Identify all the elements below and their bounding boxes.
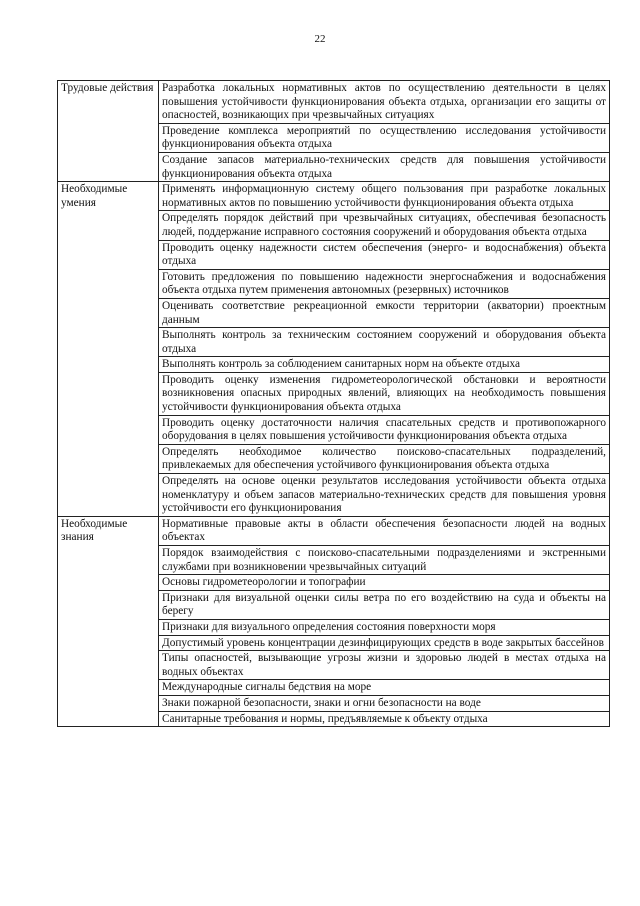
requirements-table-body — [58, 81, 610, 727]
section-item: Основы гидрометеорологии и топографии — [159, 575, 610, 591]
section-item: Выполнять контроль за соблюдением санитарных норм на объекте отдыха — [159, 357, 610, 373]
section-item: Готовить предложения по повышению надежности энергоснабжения и водоснабжения объекта отдыха путем применения автономных (резервных) источников — [159, 269, 610, 298]
section-item: Санитарные требования и нормы, предъявляемые к объекту отдыха — [159, 711, 610, 727]
section-label: Необходимые знания — [58, 516, 159, 726]
page-number: 22 — [314, 33, 326, 45]
section-item: Выполнять контроль за техническим состоянием сооружений и оборудования объекта отдыха — [159, 328, 610, 357]
section-item: Международные сигналы бедствия на море — [159, 680, 610, 696]
section-item: Разработка локальных нормативных актов по осуществлению деятельности в целях повышения устойчивости функционирования объекта отдыха, организации его защиты от опасностей, возникающих при чрезвычайных ситуациях — [159, 81, 610, 124]
section-item: Определять необходимое количество поисково-спасательных подразделений, привлекаемых для обеспечения устойчивого функционирования объекта отдыха — [159, 444, 610, 473]
table-row — [58, 182, 610, 211]
section-item: Проведение комплекса мероприятий по осуществлению исследования устойчивости функционирования объекта отдыха — [159, 123, 610, 152]
section-item: Признаки для визуальной оценки силы ветра по его воздействию на суда и объекты на берегу — [159, 590, 610, 619]
section-item: Проводить оценку достаточности наличия спасательных средств и противопожарного оборудования в целях повышения устойчивости функционирования объекта отдыха — [159, 415, 610, 444]
section-item: Проводить оценку изменения гидрометеорологической обстановки и вероятности возникновения опасных природных явлений, влияющих на необходимость повышения устойчивости функционирования объекта отдыха — [159, 372, 610, 415]
section-item: Применять информационную систему общего пользования при разработке локальных нормативных актов по повышению устойчивости функционирования объекта отдыха — [159, 182, 610, 211]
section-item: Порядок взаимодействия с поисково-спасательными подразделениями и экстренными службами при возникновении чрезвычайных ситуаций — [159, 546, 610, 575]
section-label: Необходимые умения — [58, 182, 159, 517]
section-item: Определять на основе оценки результатов исследования устойчивости объекта отдыха номенклатуру и объем запасов материально-технических средств для повышения уровня устойчивости его функционирования — [159, 474, 610, 517]
section-item: Оценивать соответствие рекреационной емкости территории (акватории) проектным данным — [159, 298, 610, 327]
section-item: Создание запасов материально-технических средств для повышения устойчивости функционирования объекта отдыха — [159, 152, 610, 181]
section-item: Определять порядок действий при чрезвычайных ситуациях, обеспечивая безопасность людей, поддержание исправного состояния сооружений и оборудования объекта отдыха — [159, 211, 610, 240]
requirements-table — [57, 80, 610, 727]
section-item: Нормативные правовые акты в области обеспечения безопасности людей на водных объектах — [159, 516, 610, 545]
section-item: Знаки пожарной безопасности, знаки и огни безопасности на воде — [159, 695, 610, 711]
section-item: Признаки для визуального определения состояния поверхности моря — [159, 619, 610, 635]
section-label: Трудовые действия — [58, 81, 159, 182]
section-item: Допустимый уровень концентрации дезинфицирующих средств в воде закрытых бассейнов — [159, 635, 610, 651]
table-row — [58, 516, 610, 545]
section-item: Типы опасностей, вызывающие угрозы жизни и здоровью людей в местах отдыха на водных объектах — [159, 651, 610, 680]
section-item: Проводить оценку надежности систем обеспечения (энерго- и водоснабжения) объекта отдыха — [159, 240, 610, 269]
table-row — [58, 81, 610, 124]
